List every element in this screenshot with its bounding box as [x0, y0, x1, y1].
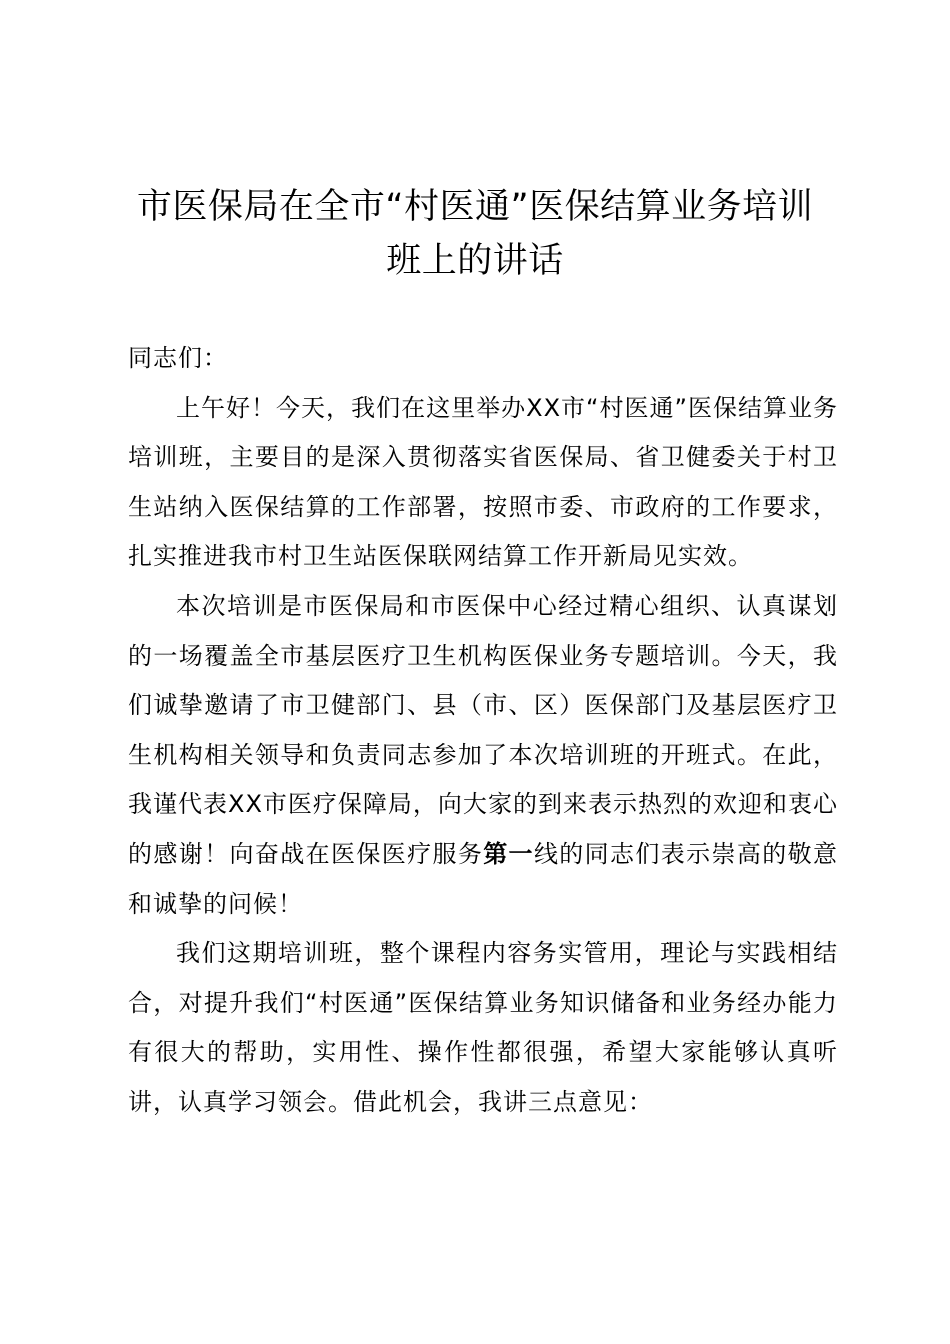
document-title-line-1: 市医保局在全市“村医通”医保结算业务培训	[136, 187, 814, 227]
paragraph-3: 我们这期培训班，整个课程内容务实管用，理论与实践相结合，对提升我们“村医通”医保结算业务知识储备和业务经办能力有很大的帮助，实用性、操作性都很强，希望大家能够认真听讲，认真学习领会。借此机会，我讲三点意见：	[128, 939, 838, 1116]
document-body	[128, 334, 838, 1128]
greeting: 同志们：	[128, 344, 228, 372]
document-title	[100, 180, 850, 288]
paragraph-2-text-start: 本次培训是市医保局和市医保中心经过精心组织、认真谋划的一场覆盖全市基层医疗卫生机构医保业务专题培训。今天，我们诚挚邀请了市卫健部门、县（市、区）医保部门及基层医疗卫生机构相关领导和负责同志参加了本次培训班的开班式。在此，我谨代表XX市医疗保障局，向大家的到来表示热烈的欢迎和衷心的感谢！向奋战在医保医疗服务	[128, 591, 838, 868]
paragraph-2	[128, 582, 838, 929]
paragraph-2-text-end: 线的同志们表示崇高的敬意和诚挚的问候！	[128, 839, 839, 918]
paragraph-2-bold-text: 第一	[483, 839, 534, 868]
paragraph-1: 上午好！今天，我们在这里举办XX市“村医通”医保结算业务培训班，主要目的是深入贯彻落实省医保局、省卫健委关于村卫生站纳入医保结算的工作部署，按照市委、市政府的工作要求，扎实推进我市村卫生站医保联网结算工作开新局见实效。	[128, 393, 838, 571]
document-title-line-2: 班上的讲话	[386, 241, 564, 281]
